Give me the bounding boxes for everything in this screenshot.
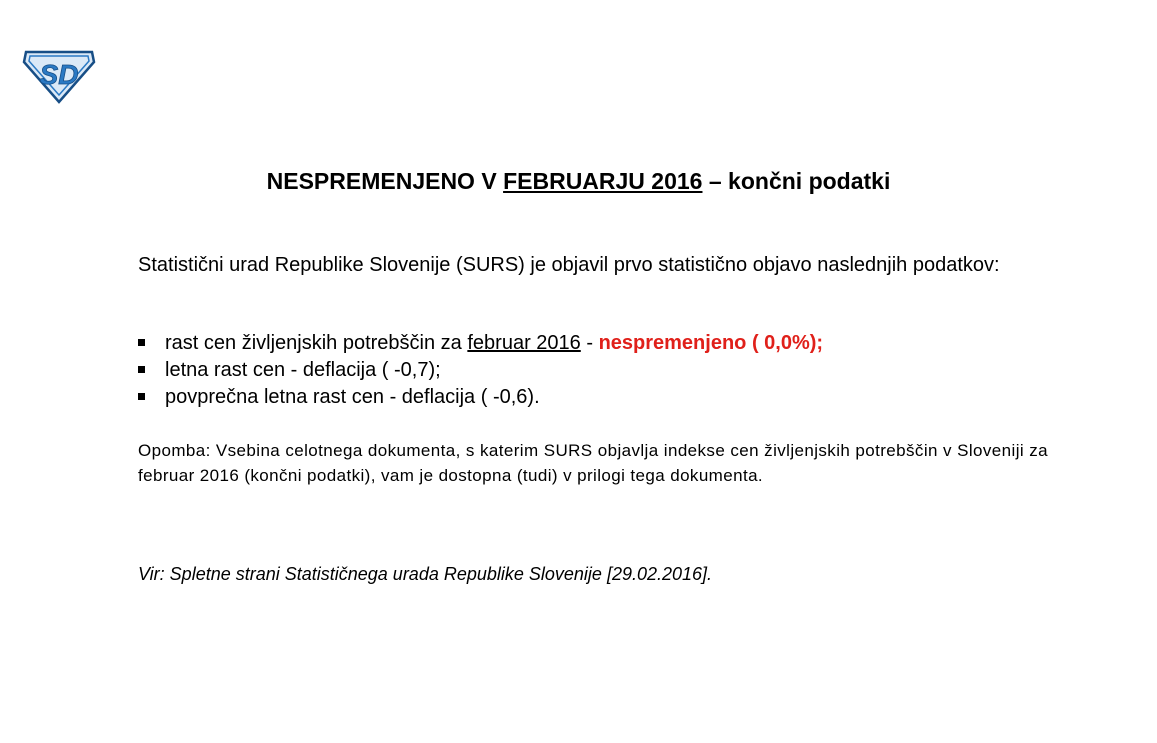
bullet-icon (138, 339, 145, 346)
bullet-3-text: povprečna letna rast cen - deflacija ( -0,6). (165, 386, 540, 408)
document-title (0, 166, 1157, 196)
shield-icon (22, 48, 96, 104)
bullet-icon (138, 366, 145, 373)
bullet-1-prefix: rast cen življenjskih potrebščin za (165, 332, 468, 354)
bullet-1-period: februar 2016 (467, 332, 581, 354)
bullet-1-highlight: nespremenjeno ( 0,0%); (598, 332, 824, 354)
logo-lettering: SD (39, 59, 79, 90)
bullet-list (138, 330, 1050, 411)
title-month: FEBRUARJU 2016 (503, 168, 703, 194)
title-part2: – končni podatki (702, 168, 891, 194)
bullet-icon (138, 393, 145, 400)
intro-paragraph: Statistični urad Republike Slovenije (SURS) je objavil prvo statistično objavo naslednjih podatkov: (138, 254, 1000, 276)
source-line: Vir: Spletne strani Statističnega urada Republike Slovenije [29.02.2016]. (138, 564, 713, 584)
bullet-2-text: letna rast cen - deflacija ( -0,7); (165, 359, 441, 381)
note-paragraph: Opomba: Vsebina celotnega dokumenta, s katerim SURS objavlja indekse cen življenjskih potrebščin v Sloveniji za februar 2016 (končni podatki), vam je dostopna (tudi) v prilogi tega dokumenta. (138, 441, 1048, 485)
list-item (138, 384, 1050, 411)
title-part1: NESPREMENJENO V (266, 168, 504, 194)
bullet-1-middle: - (580, 332, 599, 354)
list-item (138, 357, 1050, 384)
sd-logo (22, 48, 96, 104)
list-item (138, 330, 1050, 357)
